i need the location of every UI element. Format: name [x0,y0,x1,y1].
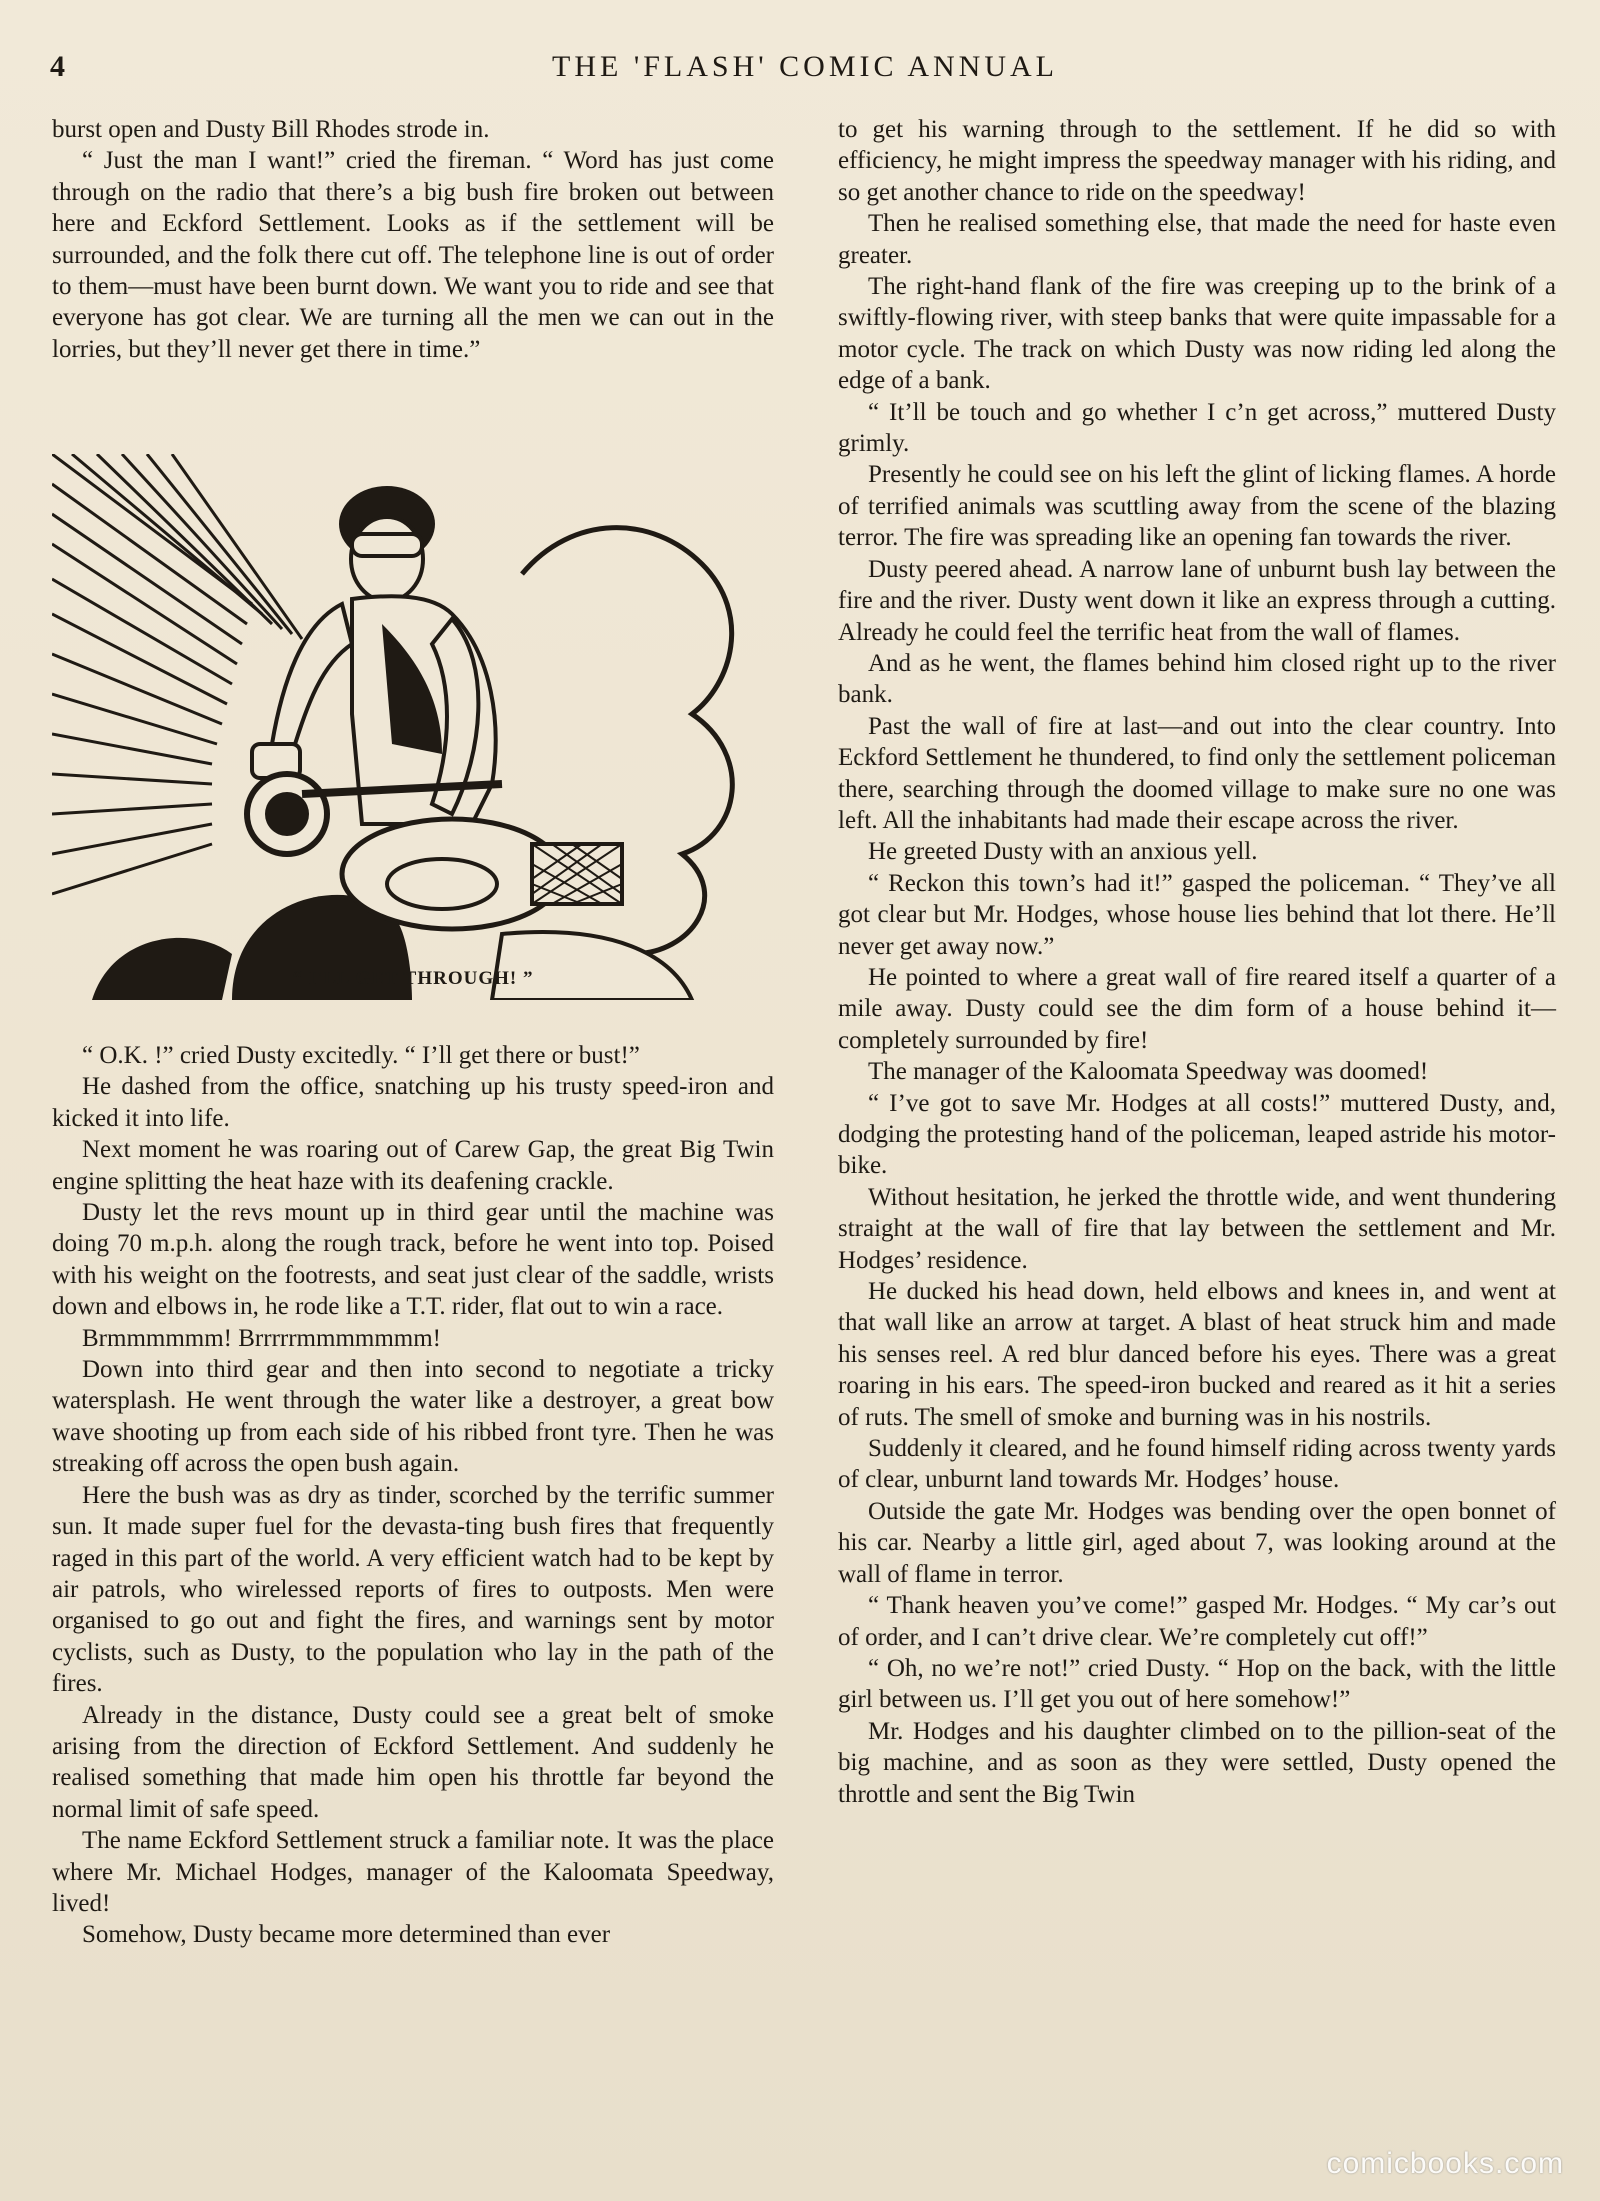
paragraph: “ It’ll be touch and go whether I c’n get across,” muttered Dusty grimly. [838,398,1556,458]
paragraph: The manager of the Kaloomata Speedway was doomed! [868,1058,1429,1086]
paragraph: The right-hand flank of the fire was creeping up to the brink of a swiftly-flowing river, with steep banks that were quite impassable for a motor cycle. The track on which Dusty was now riding led along the edge of a bank. [838,273,1556,395]
paragraph: And as he went, the flames behind him closed right up to the river bank. [838,649,1556,709]
paragraph: “ Thank heaven you’ve come!” gasped Mr. Hodges. “ My car’s out of order, and I can’t drive clear. We’re completely cut off!” [838,1592,1556,1651]
illustration-caption: “ I'LL GET THROUGH! ” [292,968,534,989]
paragraph: Suddenly it cleared, and he found himself riding across twenty yards of clear, unburnt land towards Mr. Hodges’ house. [838,1435,1556,1494]
paragraph: Then he realised something else, that made the need for haste even greater. [838,210,1556,269]
paragraph: Already in the distance, Dusty could see a great belt of smoke arising from the direction of Eckford Settlement. And suddenly he realised something that made him open his throttle far beyond the normal limit of safe speed. [52,1701,774,1823]
paragraph: The name Eckford Settlement struck a familiar note. It was the place where Mr. Michael Hodges, manager of the Kaloomata Speedway, lived! [52,1827,774,1917]
paragraph: “ O.K. !” cried Dusty excitedly. “ I’ll get there or bust!” [82,1042,640,1069]
left-column-bottom [52,1040,774,1951]
paragraph: Somehow, Dusty became more determined than ever [82,1921,611,1949]
paragraph: “ Just the man I want!” cried the fireman. “ Word has just come through on the radio that there’s a big bush fire broken out between here and Eckford Settlement. Looks as if the settlement will be surrounded, and the folk there cut off. The telephone line is out of order to them—must have been burnt down. We want you to ride and see that everyone has got clear. We are turning all the men we can out in the lorries, but they’ll never get there in time.” [52,147,774,363]
site-watermark: comicbooks.com [1326,2147,1564,2180]
paragraph: Past the wall of fire at last—and out into the clear country. Into Eckford Settlement he thundered, to find only the settlement policeman there, searching through the doomed village to make sure no one was left. All the inhabitants had made their escape across the river. [838,712,1556,834]
paragraph: Dusty peered ahead. A narrow lane of unburnt bush lay between the fire and the river. Dusty went down it like an express through a cutting. Already he could feel the terrific heat from the wall of flames. [838,555,1556,646]
paragraph: He ducked his head down, held elbows and knees in, and went at that wall like an arrow at target. A blast of heat struck him and made his senses reel. A red blur danced before his eyes. There was a great roaring in his ears. The speed-iron bucked and reared as it hit a series of ruts. The smell of smoke and burning was in his nostrils. [838,1278,1556,1431]
paragraph: Here the bush was as dry as tinder, scorched by the terrific summer sun. It made super fuel for the devasta-ting bush fires that frequently raged in this part of the world. A very efficient watch had to be kept by air patrols, who wirelessed reports of fires to outposts. Men were organised to go out and fight the fires, and warnings sent by motor cyclists, such as Dusty, to the population who lay in the path of the fires. [52,1481,774,1698]
paragraph: Next moment he was roaring out of Carew Gap, the great Big Twin engine splitting the heat haze with its deafening crackle. [52,1136,774,1195]
paragraph: Outside the gate Mr. Hodges was bending over the open bonnet of his car. Nearby a little girl, aged about 7, was looking around at the wall of flame in terror. [838,1497,1556,1588]
paragraph: He dashed from the office, snatching up his trusty speed-iron and kicked it into life. [52,1073,774,1132]
paragraph: He greeted Dusty with an anxious yell. [868,838,1258,866]
paragraph: “ Reckon this town’s had it!” gasped the policeman. “ They’ve all got clear but Mr. Hodges, whose house lies behind that lot there. He’ll never get away now.” [838,869,1556,960]
motorcycle-rider-illustration [52,454,774,1000]
right-column [838,114,1556,1810]
paragraph: “ Oh, no we’re not!” cried Dusty. “ Hop on the back, with the little girl between us. I’ll get you out of here somehow!” [838,1654,1556,1714]
paragraph: He pointed to where a great wall of fire reared itself a quarter of a mile away. Dusty could see the dim form of a house behind it—completely surrounded by fire! [838,963,1556,1054]
paragraph: Dusty let the revs mount up in third gear until the machine was doing 70 m.p.h. along the rough track, before he went into top. Poised with his weight on the footrests, and seat just clear of the saddle, wrists down and elbows in, he rode like a T.T. rider, flat out to win a race. [52,1199,774,1321]
paragraph: Brmmmmmm! Brrrrrmmmmmmm! [82,1324,441,1352]
running-title: THE 'FLASH' COMIC ANNUAL [552,50,1058,83]
paragraph: to get his warning through to the settlement. If he did so with efficiency, he might impress the speedway manager with his riding, and so get another chance to ride on the speedway! [838,116,1556,206]
left-column-top [52,114,774,365]
page-number: 4 [50,50,65,83]
paragraph: Mr. Hodges and his daughter climbed on to the pillion-seat of the big machine, and as soon as they were settled, Dusty opened the throttle and sent the Big Twin [838,1717,1556,1808]
paragraph: “ I’ve got to save Mr. Hodges at all costs!” muttered Dusty, and, dodging the protesting hand of the policeman, leaped astride his motor-bike. [838,1089,1556,1180]
page-header [50,50,1560,90]
paragraph: burst open and Dusty Bill Rhodes strode in. [52,116,490,143]
paragraph: Down into third gear and then into second to negotiate a tricky watersplash. He went through the water like a destroyer, a great bow wave shooting up from each side of his ribbed front tyre. Then he was streaking off across the open bush again. [52,1356,774,1478]
paragraph: Without hesitation, he jerked the throttle wide, and went thundering straight at the wall of fire that lay between the settlement and Mr. Hodges’ residence. [838,1183,1556,1274]
paragraph: Presently he could see on his left the glint of licking flames. A horde of terrified animals was scuttling away from the scene of the blazing terror. The fire was spreading like an opening fan towards the river. [838,461,1556,552]
